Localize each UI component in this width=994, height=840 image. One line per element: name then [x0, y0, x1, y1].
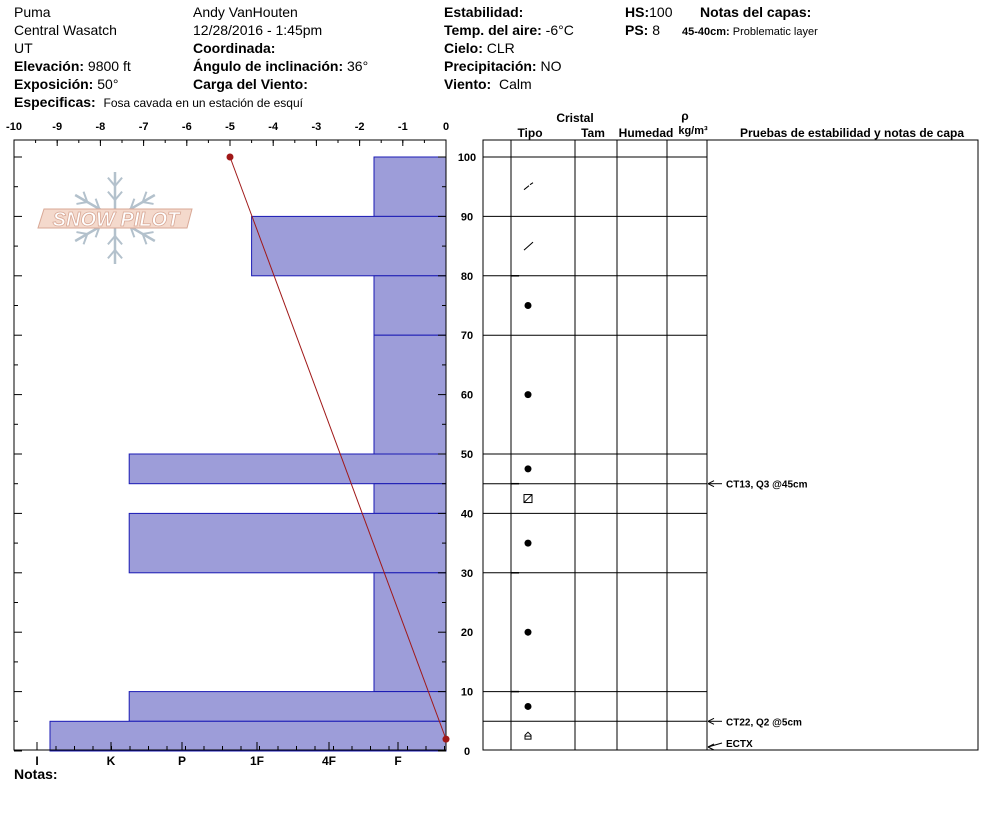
hardness-bars — [50, 157, 446, 751]
layer-note-text: Problematic layer — [732, 26, 818, 38]
height-tick-label: 20 — [460, 627, 474, 640]
snowflake-branch — [76, 202, 87, 204]
specifics-label: Especificas: — [14, 94, 96, 110]
hardness-bar — [129, 454, 446, 484]
grain-rounds — [525, 302, 532, 309]
hs-value: 100 — [649, 4, 673, 20]
specifics-value: Fosa cavada en un estación de esquí — [103, 96, 303, 110]
temp-tick-label: -9 — [52, 121, 63, 133]
hardness-bar — [374, 335, 446, 454]
grain-decomposing — [524, 242, 533, 250]
header-cristal: Cristal — [556, 111, 594, 125]
hardness-bar — [374, 157, 446, 216]
sky-label: Cielo: — [444, 40, 483, 56]
test-label: CT22, Q2 @5cm — [726, 717, 802, 729]
height-tick-label: 70 — [460, 330, 474, 343]
hardness-tick-label: 1F — [249, 754, 265, 768]
location: Puma — [14, 4, 51, 20]
test-label: CT13, Q3 @45cm — [726, 479, 808, 491]
header-rho: ρ — [681, 109, 689, 123]
grain-decomposing — [524, 186, 529, 190]
temp-tick-label: -3 — [311, 121, 322, 133]
snowflake-branch — [143, 202, 154, 204]
height-tick-label: 100 — [457, 152, 477, 164]
wind-value: Calm — [498, 76, 532, 92]
hardness-bar — [252, 216, 446, 275]
test-arrow — [708, 744, 714, 750]
height-tick-label: 0 — [463, 746, 471, 758]
snowflake-branch — [76, 232, 87, 234]
height-tick-label: 80 — [460, 270, 474, 283]
aspect-value: 50° — [97, 76, 119, 92]
grain-rounds — [525, 540, 532, 547]
notes-label: Notas: — [14, 766, 58, 782]
table-frame — [483, 140, 978, 750]
temp-point — [227, 154, 234, 161]
hardness-bar — [374, 276, 446, 335]
precip-label: Precipitación: — [444, 58, 537, 74]
height-tick-label: 40 — [460, 508, 474, 521]
elevation-value: 9800 ft — [87, 58, 131, 74]
hardness-tick-label: I — [35, 754, 39, 768]
header-tam: Tam — [581, 126, 605, 140]
hardness-bar — [129, 692, 446, 722]
grain-rounds — [525, 629, 532, 636]
hardness-tick-label: P — [177, 754, 187, 768]
datetime: 12/28/2016 - 1:45pm — [193, 22, 323, 38]
ps-label: PS: — [625, 22, 649, 38]
temp-point — [443, 736, 450, 743]
height-tick-label: 10 — [460, 686, 474, 699]
hs-label: HS: — [625, 4, 650, 20]
height-tick-label: 90 — [460, 211, 474, 224]
grain-decomposing — [530, 183, 533, 185]
hardness-tick-label: F — [394, 754, 402, 768]
test-label: ECTX — [726, 739, 753, 750]
coord-label: Coordinada: — [193, 40, 276, 56]
elevation-label: Elevación: — [14, 58, 85, 74]
wind-load-label: Carga del Viento: — [193, 76, 308, 92]
header-tests: Pruebas de estabilidad y notas de capa — [739, 126, 965, 140]
ps-value: 8 — [652, 22, 661, 38]
temp-tick-label: -10 — [6, 121, 22, 133]
hardness-tick-label: 4F — [321, 754, 337, 768]
air-temp-label: Temp. del aire: — [444, 22, 542, 38]
grain-rounds — [525, 703, 532, 710]
grain-rounds — [525, 391, 532, 398]
grain-faceted-rounded — [524, 495, 532, 503]
temp-tick-label: -6 — [181, 121, 192, 133]
temp-tick-label: -2 — [354, 121, 365, 133]
temp-tick-label: -5 — [225, 121, 235, 133]
header-humedad: Humedad — [618, 126, 674, 140]
hardness-bar — [129, 513, 446, 572]
height-tick-label: 60 — [460, 389, 474, 402]
grain-depth-hoar — [525, 732, 531, 739]
temp-tick-label: -1 — [397, 121, 408, 133]
snowpilot-logo — [38, 172, 192, 264]
hardness-bar — [50, 721, 446, 751]
temp-tick-label: 0 — [442, 121, 450, 133]
height-tick-label: 30 — [460, 567, 474, 580]
aspect-label: Exposición: — [14, 76, 94, 92]
slope-value: 36° — [347, 58, 369, 74]
header-tipo: Tipo — [517, 126, 543, 140]
temp-tick-label: -8 — [95, 121, 106, 133]
slope-label: Ángulo de inclinación: — [193, 58, 344, 74]
snowflake-branch — [143, 232, 154, 234]
hardness-bar — [374, 573, 446, 692]
precip-value: NO — [540, 58, 562, 74]
layer-table — [483, 109, 978, 750]
grain-rounds — [525, 465, 532, 472]
stability-label: Estabilidad: — [444, 4, 524, 20]
observer: Andy VanHouten — [193, 4, 298, 20]
temp-tick-label: -4 — [268, 121, 279, 133]
layer-notes-label: Notas del capas: — [700, 4, 812, 20]
range: Central Wasatch — [14, 22, 117, 38]
state: UT — [14, 40, 33, 56]
hardness-tick-label: K — [106, 754, 116, 768]
hardness-bar — [374, 484, 446, 514]
air-temp-value: -6°C — [545, 22, 574, 38]
layer-note-range: 45-40cm: — [682, 26, 730, 38]
sky-value: CLR — [486, 40, 515, 56]
header-density-unit: kg/m³ — [678, 125, 708, 137]
logo-text: SNOW PILOT — [52, 209, 180, 231]
height-tick-label: 50 — [460, 449, 474, 461]
wind-label: Viento: — [444, 76, 492, 92]
temp-tick-label: -7 — [138, 121, 149, 133]
